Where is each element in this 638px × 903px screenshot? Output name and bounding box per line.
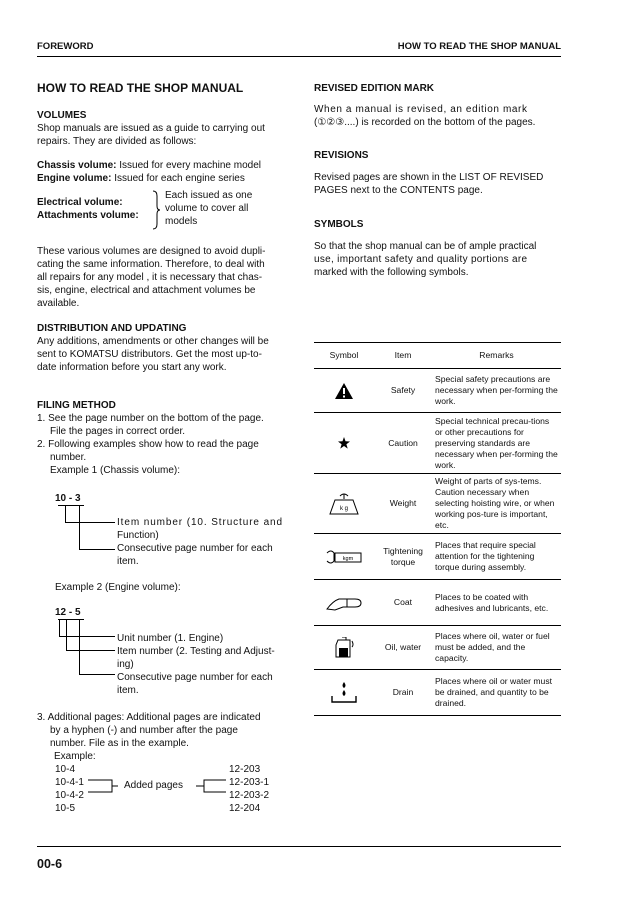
right-column	[314, 82, 562, 279]
example2-label: Example 2 (Engine volume):	[55, 582, 181, 593]
volumes-paragraph	[37, 245, 289, 310]
example1-item-a2: Function)	[117, 530, 159, 541]
page-left-4: 10-5	[55, 803, 76, 814]
pages-left-list	[55, 763, 84, 815]
filing-heading: FILING METHOD	[37, 400, 116, 411]
example2-number: 12 - 5	[55, 607, 81, 618]
chassis-volume-text: Issued for every machine model	[119, 160, 261, 171]
filing-item3	[37, 711, 289, 763]
coat-icon	[314, 580, 374, 626]
page-right-3: 12-203-2	[229, 790, 270, 801]
revisions-heading: REVISIONS	[314, 150, 369, 161]
example1-item-a1: Item number (10. Structure and	[117, 517, 283, 528]
oil-water-icon	[314, 626, 374, 670]
page-left-2: 10-4-1	[55, 777, 84, 788]
example2-line	[79, 619, 80, 675]
filing-item1-a: 1. See the page number on the bottom of the page.	[37, 413, 264, 424]
row-remarks: Special safety precautions are necessary when per-forming the work.	[432, 369, 561, 413]
example2-item-a1: Item number (2. Testing and Adjust-	[117, 646, 275, 657]
table-header-row	[314, 343, 561, 369]
header-item: Item	[374, 343, 432, 369]
table-row	[314, 534, 561, 580]
engine-volume-text: Issued for each engine series	[114, 173, 245, 184]
volumes-para-1: These various volumes are designed to avoid dupli-	[37, 246, 266, 257]
example1-item-b1: Consecutive page number for each	[117, 543, 273, 554]
header-left: FOREWORD	[37, 41, 94, 52]
torque-kgm-text: kgm	[342, 555, 354, 562]
table-row	[314, 474, 561, 534]
page-left-3: 10-4-2	[55, 790, 84, 801]
table-row	[314, 369, 561, 413]
weight-kg-icon	[314, 474, 374, 534]
brace-text	[165, 189, 290, 228]
example1-line	[65, 505, 66, 523]
header-right: HOW TO READ THE SHOP MANUAL	[397, 41, 561, 52]
table-row	[314, 413, 561, 474]
example1-number: 10 - 3	[55, 493, 81, 504]
filing-item1-b: File the pages in correct order.	[50, 426, 186, 437]
example1-item-desc	[117, 516, 287, 568]
revised-line-1: When a manual is revised, an edition mark	[314, 104, 528, 115]
torque-wrench-icon	[314, 534, 374, 580]
example2-line	[59, 619, 60, 637]
row-item: Coat	[374, 580, 432, 626]
volumes-intro-1: Shop manuals are issued as a guide to carrying out	[37, 123, 265, 134]
example2-line	[59, 636, 115, 637]
row-item: Safety	[374, 369, 432, 413]
row-item: Tightening torque	[374, 534, 432, 580]
example2-line	[66, 650, 115, 651]
page-right-2: 12-203-1	[229, 777, 270, 788]
distribution-section	[37, 322, 289, 374]
symbols-line-2: use, important safety and quality portions are	[314, 254, 528, 265]
row-item: Drain	[374, 670, 432, 716]
example1-underline	[58, 505, 84, 506]
symbols-heading: SYMBOLS	[314, 219, 364, 230]
table-row	[314, 670, 561, 716]
table-row	[314, 626, 561, 670]
filing-item3-c: number. File as in the example.	[50, 738, 189, 749]
row-remarks: Weight of parts of sys-tems. Caution necessary when selecting hoisting wire, or when working pos-ture is important, etc.	[432, 474, 561, 534]
volumes-para-5: available.	[37, 298, 80, 309]
filing-item3-b: by a hyphen (-) and number after the page	[50, 725, 238, 736]
left-column	[37, 82, 289, 185]
drain-icon	[314, 670, 374, 716]
pages-right-list	[229, 763, 269, 815]
example1-line	[65, 522, 115, 523]
example2-item-a2: ing)	[117, 659, 134, 670]
page-number: 00-6	[37, 857, 63, 871]
row-item: Caution	[374, 413, 432, 474]
page-right-1: 12-203	[229, 764, 261, 775]
distribution-heading: DISTRIBUTION AND UPDATING	[37, 323, 187, 334]
brace-text-2: volume to cover all	[165, 203, 249, 214]
symbols-line-1: So that the shop manual can be of ample practical	[314, 241, 537, 252]
revised-heading: REVISED EDITION MARK	[314, 83, 435, 94]
volumes-para-4: sis, engine, electrical and attachment volumes be	[37, 285, 256, 296]
row-item: Oil, water	[374, 626, 432, 670]
volumes-para-2: cating the same information. Therefore, to deal with	[37, 259, 265, 270]
example1-line	[79, 549, 115, 550]
revisions-line-2: PAGES next to the CONTENTS page.	[314, 185, 483, 196]
volumes-para-3: all repairs for any model , it is necessary that chas-	[37, 272, 263, 283]
example2-underline	[58, 619, 84, 620]
distribution-line-1: Any additions, amendments or other changes will be	[37, 336, 269, 347]
row-item: Weight	[374, 474, 432, 534]
row-remarks: Places where oil or water must be drained, and quantity to be drained.	[432, 670, 561, 716]
example1-line	[79, 505, 80, 550]
brace-text-3: models	[165, 216, 198, 227]
header-symbol: Symbol	[314, 343, 374, 369]
added-pages-label: Added pages	[124, 780, 183, 791]
row-remarks: Special technical precau-tions or other precautions for preserving standards are necessary when per-forming the work.	[432, 413, 561, 474]
footer-rule	[37, 846, 561, 847]
page-title: HOW TO READ THE SHOP MANUAL	[37, 81, 244, 95]
brace-icon	[152, 190, 160, 230]
row-remarks: Places to be coated with adhesives and lubricants, etc.	[432, 580, 561, 626]
engine-volume-line	[37, 172, 289, 185]
chassis-volume-line	[37, 159, 289, 172]
example2-item-b2: item.	[117, 685, 139, 696]
distribution-line-3: date information before you start any work.	[37, 362, 227, 373]
electrical-volume-label: Electrical volume:	[37, 197, 123, 208]
filing-item3-a: 3. Additional pages: Additional pages are indicated	[37, 712, 261, 723]
filing-section	[37, 399, 289, 477]
example1-item-b2: item.	[117, 556, 139, 567]
example2-item-b1: Consecutive page number for each	[117, 672, 273, 683]
star-icon	[314, 413, 374, 474]
header-rule	[37, 56, 561, 57]
brace-text-1: Each issued as one	[165, 190, 253, 201]
filing-item2-a: 2. Following examples show how to read the page	[37, 439, 259, 450]
example2-line	[79, 674, 115, 675]
filing-item3-d: Example:	[54, 751, 96, 762]
example2-item-desc	[117, 632, 287, 697]
row-remarks: Places where oil, water or fuel must be added, and the capacity.	[432, 626, 561, 670]
distribution-line-2: sent to KOMATSU distributors. Get the most up-to-	[37, 349, 262, 360]
chassis-volume-label: Chassis volume:	[37, 160, 117, 171]
attachments-volume-label: Attachments volume:	[37, 210, 139, 221]
revisions-line-1: Revised pages are shown in the LIST OF REVISED	[314, 172, 544, 183]
weight-kg-text: k g	[339, 505, 349, 512]
example2-unit: Unit number (1. Engine)	[117, 633, 224, 644]
header-remarks: Remarks	[432, 343, 561, 369]
volumes-heading: VOLUMES	[37, 110, 87, 121]
symbols-line-3: marked with the following symbols.	[314, 267, 469, 278]
engine-volume-label: Engine volume:	[37, 173, 112, 184]
example1-label: Example 1 (Chassis volume):	[50, 465, 181, 476]
table-row	[314, 580, 561, 626]
symbols-table	[314, 342, 561, 716]
page-right-4: 12-204	[229, 803, 261, 814]
example2-line	[66, 619, 67, 651]
row-remarks: Places that require special attention for the tightening torque during assembly.	[432, 534, 561, 580]
page-left-1: 10-4	[55, 764, 76, 775]
warning-triangle-icon	[314, 369, 374, 413]
revised-line-2: (①②③....) is recorded on the bottom of the pages.	[314, 117, 536, 128]
volumes-intro-2: repairs. They are divided as follows:	[37, 136, 197, 147]
filing-item2-b: number.	[50, 452, 87, 463]
